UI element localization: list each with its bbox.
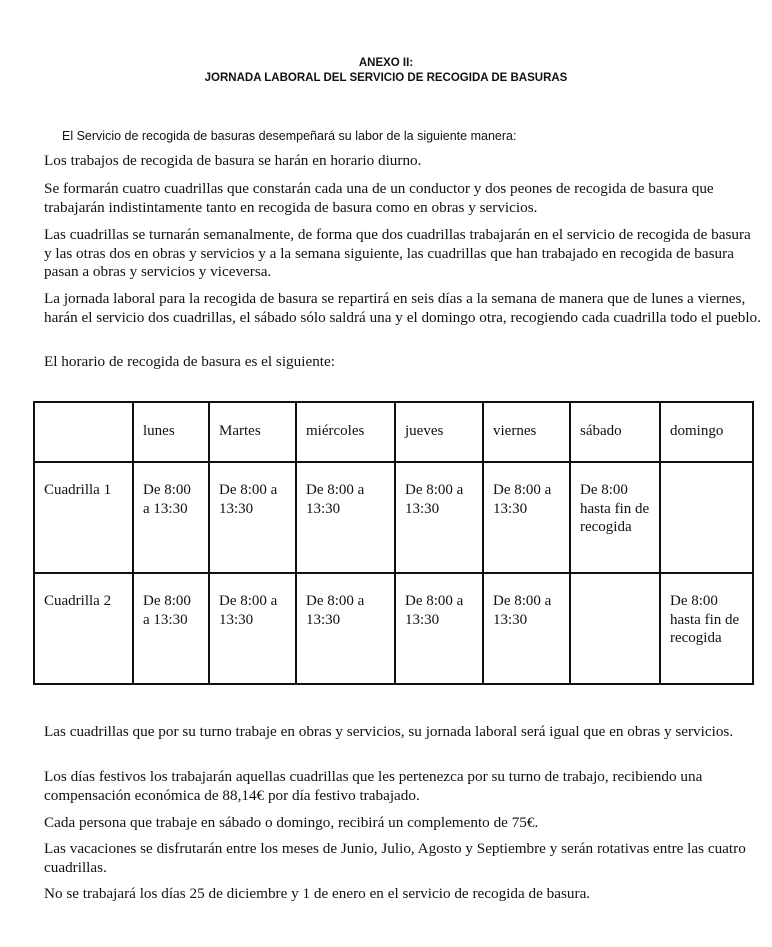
paragraph: Se formarán cuatro cuadrillas que constarán cada una de un conductor y dos peones de recogida de basura que trabajarán indistintamente tanto en recogida de basura como en obras y servicios. xyxy=(44,180,714,216)
table-cell: De 8:00 a 13:30 xyxy=(209,462,296,573)
annex-label: ANEXO II: xyxy=(358,57,414,69)
table-header-cell: lunes xyxy=(133,402,209,462)
paragraph: Las cuadrillas se turnarán semanalmente, de forma que dos cuadrillas trabajarán en el servicio de recogida de basura y las otras dos en obras y servicios y a la semana siguiente, las cuadrillas que han trabajado en recogida de basura pasan a obras y servicios y viceversa. xyxy=(44,226,751,280)
intro-text: El Servicio de recogida de basuras desempeñará su labor de la siguiente manera: xyxy=(62,129,517,143)
table-header-cell: viernes xyxy=(483,402,570,462)
table-cell: De 8:00 hasta fin de recogida xyxy=(570,462,660,573)
document-title: JORNADA LABORAL DEL SERVICIO DE RECOGIDA DE BASURAS xyxy=(204,72,568,84)
table-cell: De 8:00 a 13:30 xyxy=(483,573,570,684)
table-header-row xyxy=(34,402,753,462)
table-cell: Cuadrilla 1 xyxy=(34,462,133,573)
table-cell: De 8:00 a 13:30 xyxy=(133,573,209,684)
table-cell: De 8:00 hasta fin de recogida xyxy=(660,573,753,684)
table-cell: De 8:00 a 13:30 xyxy=(133,462,209,573)
table-header-cell: Martes xyxy=(209,402,296,462)
table-cell xyxy=(570,573,660,684)
paragraph: Cada persona que trabaje en sábado o domingo, recibirá un complemento de 75€. xyxy=(44,814,539,831)
table-header-cell xyxy=(34,402,133,462)
table-header-cell: sábado xyxy=(570,402,660,462)
table-row xyxy=(34,573,753,684)
table-cell: De 8:00 a 13:30 xyxy=(209,573,296,684)
table-header-cell: miércoles xyxy=(296,402,395,462)
table-cell: De 8:00 a 13:30 xyxy=(296,573,395,684)
paragraph: Las vacaciones se disfrutarán entre los meses de Junio, Julio, Agosto y Septiembre y serán rotativas entre las cuatro cuadrillas. xyxy=(44,840,746,876)
table-header-cell: jueves xyxy=(395,402,483,462)
schedule-table xyxy=(33,401,754,685)
paragraph: La jornada laboral para la recogida de basura se repartirá en seis días a la semana de manera que de lunes a viernes, harán el servicio dos cuadrillas, el sábado sólo saldrá una y el domingo otra, recogiendo cada cuadrilla todo el pueblo. xyxy=(44,290,761,326)
paragraph: No se trabajará los días 25 de diciembre y 1 de enero en el servicio de recogida de basura. xyxy=(44,885,591,902)
table-header-cell: domingo xyxy=(660,402,753,462)
table-cell: De 8:00 a 13:30 xyxy=(296,462,395,573)
table-cell xyxy=(660,462,753,573)
paragraph: El horario de recogida de basura es el siguiente: xyxy=(44,353,335,370)
table-cell: De 8:00 a 13:30 xyxy=(483,462,570,573)
table-row xyxy=(34,462,753,573)
paragraph: Las cuadrillas que por su turno trabaje en obras y servicios, su jornada laboral será igual que en obras y servicios. xyxy=(44,723,734,740)
table-cell: Cuadrilla 2 xyxy=(34,573,133,684)
paragraph: Los trabajos de recogida de basura se harán en horario diurno. xyxy=(44,152,422,169)
table-cell: De 8:00 a 13:30 xyxy=(395,573,483,684)
table-cell: De 8:00 a 13:30 xyxy=(395,462,483,573)
paragraph: Los días festivos los trabajarán aquellas cuadrillas que les pertenezca por su turno de trabajo, recibiendo una compensación económica de 88,14€ por día festivo trabajado. xyxy=(44,768,703,804)
